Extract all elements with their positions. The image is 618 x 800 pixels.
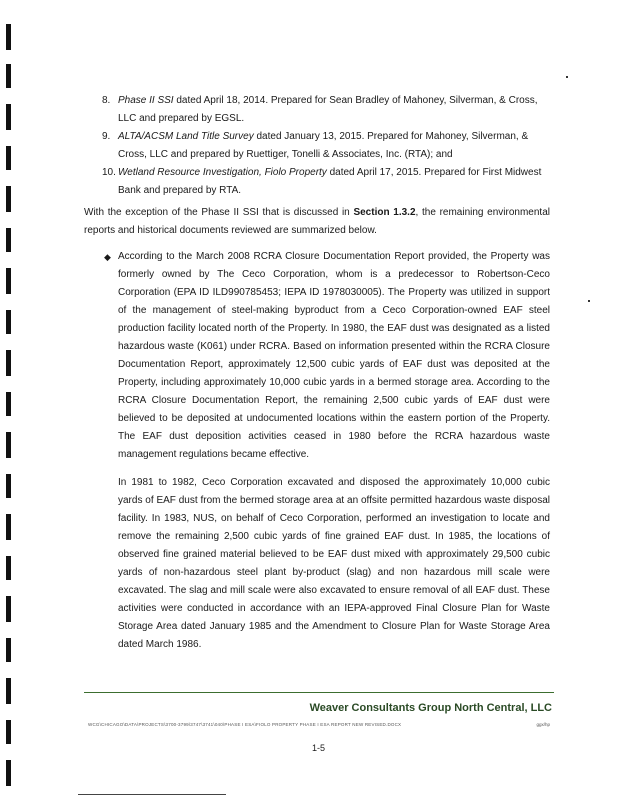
scan-edge-mark [6, 146, 11, 170]
scan-speck [566, 76, 568, 78]
page-number: 1-5 [312, 743, 326, 753]
bullet-paragraph: In 1981 to 1982, Ceco Corporation excavated and disposed the approximately 10,000 cubic yards of EAF dust from the bermed storage area at an offsite permitted hazardous waste disposal facility. In 1983, NUS, on behalf of Ceco Corporation, performed an investigation to locate and remove the remaining 2,500 cubic yards of fine grained EAF dust. In 1985, the locations of observed fine grained material believed to be EAF dust mixed with approximately 29,500 cubic yards of non-hazardous steel plant by-product (slag) and non hazardous mill scale were excavated. The slag and mill scale were also excavated to ensure removal of all EAF dust. These activities were conducted in accordance with an IEPA-approved Final Closure Plan for Waste Storage Area dated January 1985 and the Amendment to Closure Plan for Waste Storage Area dated March 1986. [118, 477, 550, 650]
section-reference: Section 1.3.2 [353, 207, 416, 218]
list-item-text: dated January 13, 2015. Prepared for Mahoney, Silverman, & Cross, LLC and prepared by Ruettiger, Tonelli & Associates, Inc. (RTA); and [118, 131, 529, 160]
scan-edge-mark [6, 104, 11, 130]
scan-edge-mark [6, 392, 11, 416]
reference-list [84, 92, 550, 200]
list-number: 9. [102, 131, 111, 142]
scan-edge-mark [6, 310, 11, 334]
scan-edge-mark [6, 720, 11, 744]
scan-edge-mark [6, 64, 11, 88]
list-item [84, 128, 550, 164]
scan-edge-mark [6, 678, 11, 704]
list-item [84, 164, 550, 200]
scan-edge-mark [6, 638, 11, 662]
scan-edge-mark [6, 24, 11, 50]
scan-edge-mark [6, 228, 11, 252]
list-item-title: ALTA/ACSM Land Title Survey [118, 131, 254, 142]
scan-edge-mark [6, 268, 11, 294]
intro-paragraph [84, 204, 550, 240]
scan-edge-mark [6, 556, 11, 580]
list-number: 8. [102, 95, 111, 106]
intro-text: With the exception of the Phase II SSI that is discussed in [84, 207, 354, 218]
list-item-text: dated April 18, 2014. Prepared for Sean Bradley of Mahoney, Silverman, & Cross, LLC and prepared by EGSL. [118, 95, 538, 124]
bullet-paragraph: According to the March 2008 RCRA Closure Documentation Report provided, the Property was formerly owned by The Ceco Corporation, whom is a predecessor to Robertson-Ceco Corporation (EPA ID ILD990785453; IEPA ID 1978030005). The Property was utilized in support of the management of steel-making byproduct from a Ceco Corporation-owned EAF steel production facility located north of the Property. In 1980, the EAF dust was designated as a listed hazardous waste (K061) under RCRA. Based on information presented within the RCRA Closure Documentation Report, approximately 12,500 cubic yards of EAF dust was deposited at the Property, including approximately 10,000 cubic yards in a bermed storage area. According to the RCRA Closure Documentation Report, the remaining 2,500 cubic yards of EAF dust were believed to be deposited at undocumented locations within the eastern portion of the Property. The EAF dust deposition activities ceased in 1980 before the RCRA hazardous waste management regulations became effective. [118, 251, 550, 460]
document-body [84, 92, 550, 664]
footer-company-name: Weaver Consultants Group North Central, LLC [309, 702, 552, 714]
list-item [84, 92, 550, 128]
scan-speck [588, 300, 590, 302]
scan-edge-mark [6, 186, 11, 212]
list-item-title: Wetland Resource Investigation, Fiolo Property [118, 167, 327, 178]
bottom-scan-line [78, 794, 226, 795]
list-item-text: dated April 17, 2015. Prepared for First Midwest Bank and prepared by RTA. [118, 167, 542, 196]
scan-edge-mark [6, 760, 11, 786]
list-number: 10. [102, 167, 116, 178]
bullet-diamond-icon: ◆ [104, 252, 111, 262]
scan-edge-mark [6, 514, 11, 540]
scan-edge-mark [6, 432, 11, 458]
intro-text: , the remaining environmental reports and historical documents reviewed are summarized below. [84, 207, 550, 236]
scan-edge-mark [6, 474, 11, 498]
scan-edge-mark [6, 596, 11, 622]
footer-file-path: WCG\CHICAGO\DATA\PROJECTS\3700-3799\3747\3741\040\PHASE I ESA\FIOLO PROPERTY PHASE I ESA REPORT NEW REVISED.DOCX [88, 722, 402, 727]
footer-rule [84, 692, 554, 693]
bullet-item [84, 248, 550, 654]
list-item-title: Phase II SSI [118, 95, 174, 106]
scan-edge-mark [6, 350, 11, 376]
footer-author-code: ggx/hp [536, 722, 550, 727]
